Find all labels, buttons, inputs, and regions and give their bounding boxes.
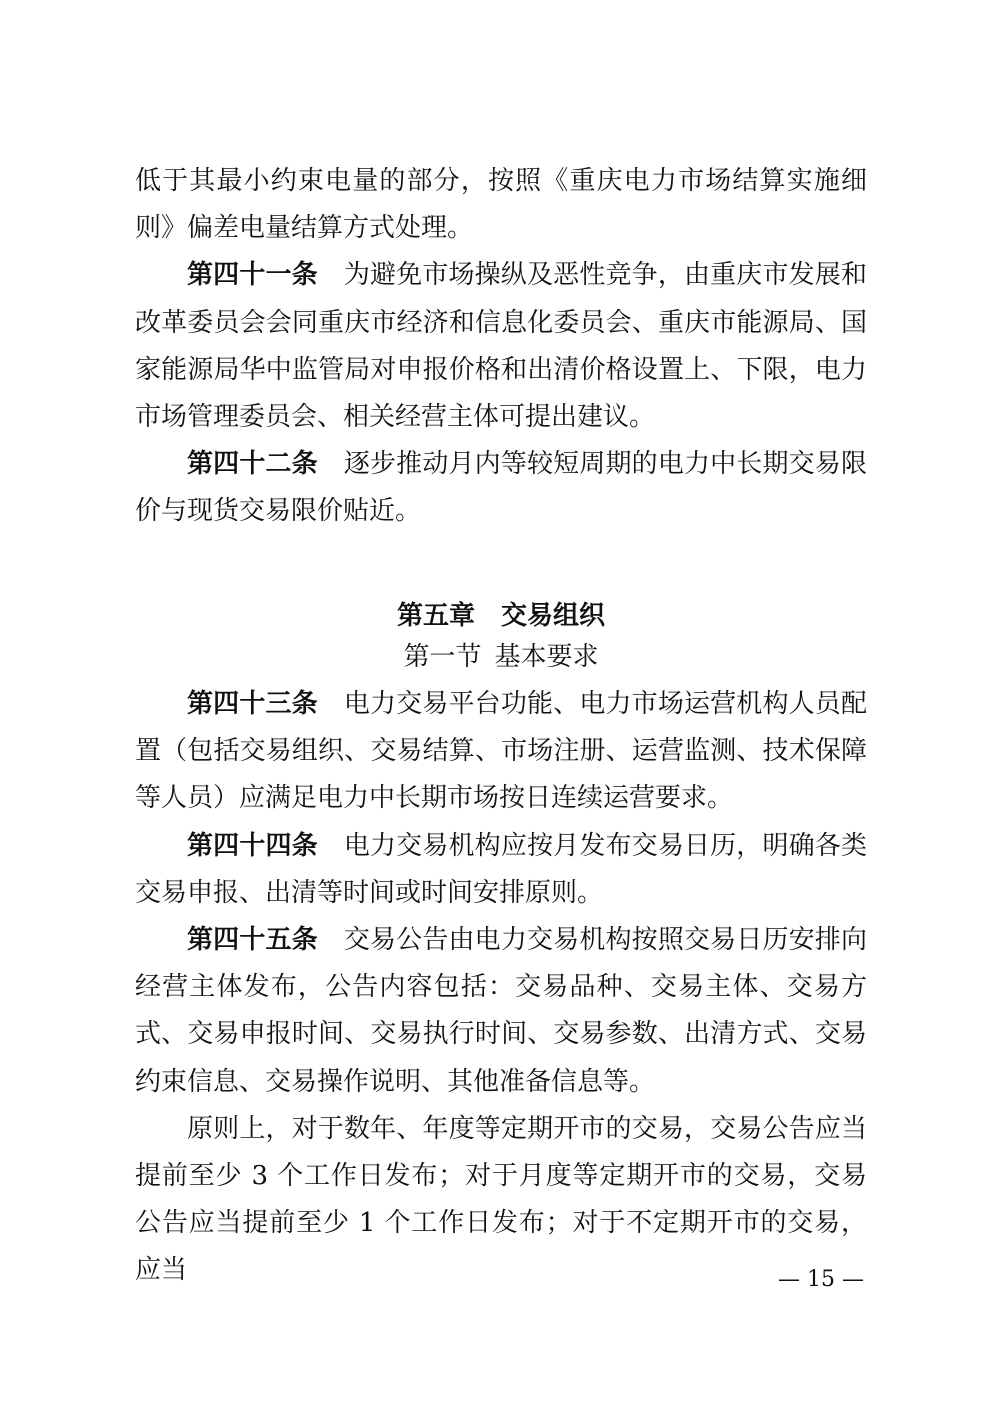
page-number: — 15 — <box>778 1267 864 1292</box>
paragraph-continuation: 低于其最小约束电量的部分，按照《重庆电力市场结算实施细则》偏差电量结算方式处理。 <box>135 166 867 244</box>
article-41-text: 为避免市场操纵及恶性竞争，由重庆市发展和改革委员会会同重庆市经济和信息化委员会、重庆市能源局、国家能源局华中监管局对申报价格和出清价格设置上、下限，电力市场管理委员会、相关经营主体可提出建议。 <box>135 260 867 433</box>
article-42 <box>135 441 867 535</box>
chapter-title: 交易组织 <box>501 600 606 631</box>
paragraph-principle: 原则上，对于数年、年度等定期开市的交易，交易公告应当提前至少 3 个工作日发布；对于月度等定期开市的交易，交易公告应当提前至少 1 个工作日发布；对于不定期开市的交易，应当 <box>135 1113 867 1286</box>
document-body <box>135 158 867 1295</box>
article-44-label: 第四十四条 <box>187 830 318 861</box>
chapter-number: 第五章 <box>396 600 475 631</box>
section-title: 基本要求 <box>494 641 599 672</box>
article-41 <box>135 252 867 441</box>
section-number: 第一节 <box>403 641 482 672</box>
article-45-text: 交易公告由电力交易机构按照交易日历安排向经营主体发布，公告内容包括：交易品种、交易主体、交易方式、交易申报时间、交易执行时间、交易参数、出清方式、交易约束信息、交易操作说明、其他准备信息等。 <box>135 925 867 1097</box>
article-45-label: 第四十五条 <box>187 925 318 956</box>
article-42-text: 逐步推动月内等较短周期的电力中长期交易限价与现货交易限价贴近。 <box>135 449 867 527</box>
article-43 <box>135 681 867 823</box>
article-41-label: 第四十一条 <box>187 260 318 291</box>
article-45 <box>135 917 867 1106</box>
article-42-label: 第四十二条 <box>187 449 318 480</box>
section-heading <box>135 634 867 681</box>
article-44-text: 电力交易机构应按月发布交易日历，明确各类交易申报、出清等时间或时间安排原则。 <box>135 830 867 908</box>
chapter-heading <box>135 593 867 640</box>
article-43-text: 电力交易平台功能、电力市场运营机构人员配置（包括交易组织、交易结算、市场注册、运营监测、技术保障等人员）应满足电力中长期市场按日连续运营要求。 <box>135 689 867 814</box>
article-44 <box>135 823 867 917</box>
article-43-label: 第四十三条 <box>187 689 318 720</box>
